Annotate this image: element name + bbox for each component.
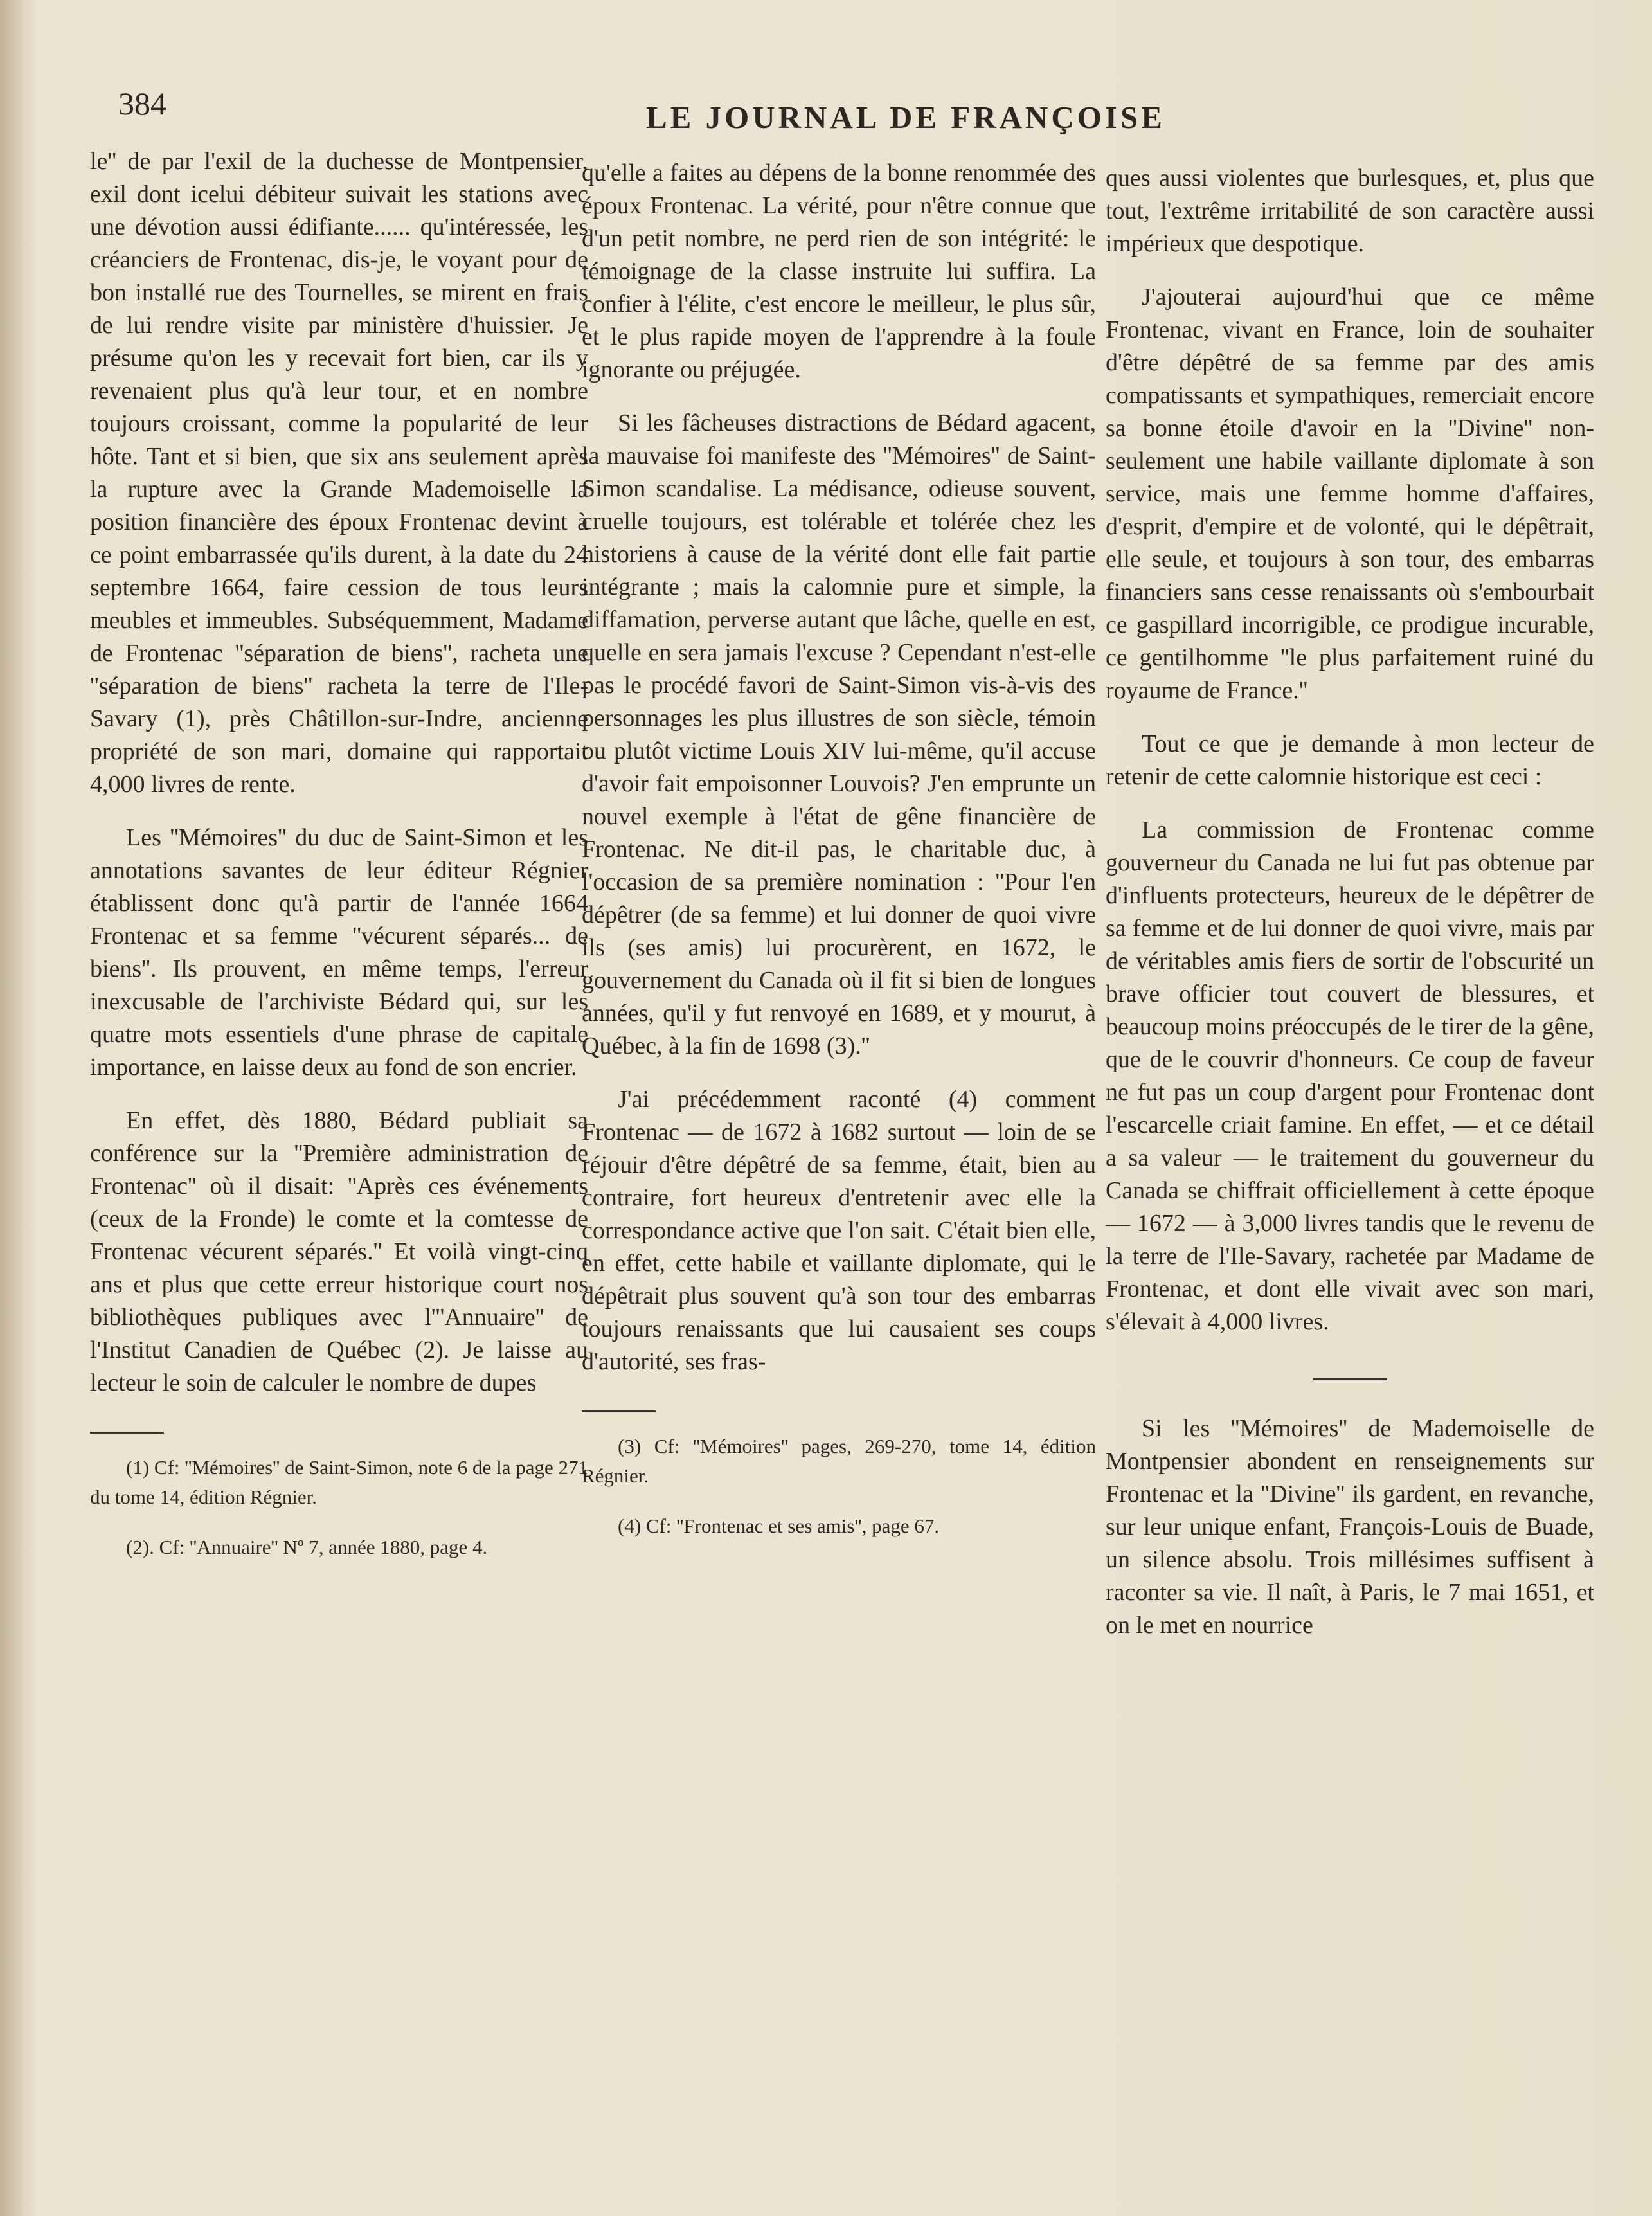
page-header xyxy=(116,76,1620,147)
running-title: LE JOURNAL DE FRANÇOISE xyxy=(646,100,1165,135)
paragraph: qu'elle a faites au dépens de la bonne renommée des époux Frontenac. La vérité, pour n'être connue que d'un petit nombre, ne perd rien de son intégrité: le témoignage de la classe instruite lui suffira. La confier à l'élite, c'est encore le meilleur, le plus sûr, et le plus rapide moyen de l'apprendre à la foule ignorante ou préjugée. xyxy=(582,159,1096,383)
column-middle xyxy=(582,157,1096,1541)
column-left xyxy=(90,145,588,1562)
paragraph: le'' de par l'exil de la duchesse de Montpensier, exil dont icelui débiteur suivait les stations avec une dévotion aussi édifiante...... qu'intéressée, les créanciers de Frontenac, dis-je, le voyant pour de bon installé rue des Tournelles, se mirent en frais de lui rendre visite par ministère d'huissier. Je présume qu'on les y recevait fort bien, car ils y revenaient plus qu'à leur tour, et en nombre toujours croissant, comme la popularité de leur hôte. Tant et si bien, que six ans seulement après la rupture avec la Grande Mademoiselle la position financière des époux Frontenac devint à ce point embarrassée qu'ils durent, à la date du 24 septembre 1664, faire cession de tous leurs meubles et immeubles. Subséquemment, Madame de Frontenac ''séparation de biens'', racheta une ''séparation de biens'' racheta la terre de l'Ile-Savary (1), près Châtillon-sur-Indre, ancienne propriété de son mari, domaine qui rapportait 4,000 livres de rente. xyxy=(90,148,588,798)
column-right xyxy=(1106,162,1594,1642)
paragraph: J'ajouterai aujourd'hui que ce même Frontenac, vivant en France, loin de souhaiter d'être dépêtré de sa femme par des amis compatissants et sympathiques, remerciait encore sa bonne étoile d'avoir en la ''Divine'' non-seulement une habile vaillante diplomate à son service, mais une femme homme d'affaires, d'esprit, d'empire et de volonté, qui le dépêtrait, elle seule, et toujours à son tour, des embarras financiers sans cesse renaissants où s'embourbait ce gaspillard incorrigible, ce prodigue incurable, ce gentilhomme ''le plus parfaitement ruiné du royaume de France.'' xyxy=(1106,284,1594,704)
paragraph: Si les fâcheuses distractions de Bédard agacent, la mauvaise foi manifeste des ''Mémoires'' de Saint-Simon scandalise. La médisance, odieuse souvent, cruelle toujours, est tolérable et tolérée chez les historiens à cause de la vérité dont elle fait partie intégrante ; mais la calomnie pure et simple, la diffamation, perverse autant que lâche, quelle en est, quelle en sera jamais l'excuse ? Cependant n'est-elle pas le procédé favori de Saint-Simon vis-à-vis des personnages les plus illustres de son siècle, témoin ou plutôt victime Louis XIV lui-même, qu'il accuse d'avoir fait empoisonner Louvois? J'en emprunte un nouvel exemple à l'état de gêne financière de Frontenac. Ne dit-il pas, le charitable duc, à l'occasion de sa première nomination : ''Pour l'en dépêtrer (de sa femme) et lui donner de quoi vivre ils (ses amis) lui procurèrent, en 1672, le gouvernement du Canada où il fit si bien de longues années, qu'il y fut renvoyé en 1689, et y mourut, à Québec, à la fin de 1698 (3).'' xyxy=(582,410,1096,1059)
paragraph: J'ai précédemment raconté (4) comment Frontenac — de 1672 à 1682 surtout — loin de se réjouir d'être dépêtré de sa femme, était, bien au contraire, fort heureux d'entretenir avec elle la correspondance active que l'on sait. C'était bien elle, en effet, cette habile et vaillante diplomate, qui le dépêtrait plus souvent qu'à son tour des embarras toujours renaissants que lui causaient ses coups d'autorité, ses fras- xyxy=(582,1086,1096,1375)
footnote: (2). Cf: ''Annuaire'' Nº 7, année 1880, page 4. xyxy=(126,1536,488,1558)
paragraph: Tout ce que je demande à mon lecteur de retenir de cette calomnie historique est ceci : xyxy=(1106,730,1594,790)
footnote: (1) Cf: ''Mémoires'' de Saint-Simon, note 6 de la page 271 du tome 14, édition Régnier. xyxy=(90,1456,588,1508)
footnote-rule xyxy=(90,1432,164,1434)
paragraph: Si les ''Mémoires'' de Mademoiselle de Montpensier abondent en renseignements sur Frontenac et la ''Divine'' ils gardent, en revanche, sur leur unique enfant, François-Louis de Buade, un silence absolu. Trois millésimes suffisent à raconter sa vie. Il naît, à Paris, le 7 mai 1651, et on le met en nourrice xyxy=(1106,1415,1594,1639)
paragraph: En effet, dès 1880, Bédard publiait sa conférence sur la ''Première administration de Frontenac'' où il disait: ''Après ces événements (ceux de la Fronde) le comte et la comtesse de Frontenac vécurent séparés.'' Et voilà vingt-cinq ans et plus que cette erreur historique court nos bibliothèques publiques avec l'''Annuaire'' de l'Institut Canadien de Québec (2). Je laisse au lecteur le soin de calculer le nombre de dupes xyxy=(90,1107,588,1396)
page-number: 384 xyxy=(118,86,166,122)
footnote: (4) Cf: ''Frontenac et ses amis'', page 67. xyxy=(618,1515,940,1537)
binding-shadow xyxy=(0,0,39,2216)
footnote-rule xyxy=(582,1410,656,1412)
paragraph: Les ''Mémoires'' du duc de Saint-Simon et les annotations savantes de leur éditeur Régnier établissent donc qu'à partir de l'année 1664 Frontenac et sa femme ''vécurent séparés... de biens''. Ils prouvent, en même temps, l'erreur inexcusable de l'archiviste Bédard qui, sur les quatre mots essentiels d'une phrase de capitale importance, en laisse deux au fond de son encrier. xyxy=(90,824,588,1081)
paragraph: ques aussi violentes que burlesques, et, plus que tout, l'extrême irritabilité de son caractère aussi impérieux que despotique. xyxy=(1106,165,1594,257)
footnote: (3) Cf: ''Mémoires'' pages, 269-270, tome 14, édition Régnier. xyxy=(582,1435,1096,1487)
section-rule xyxy=(1313,1378,1387,1380)
paragraph: La commission de Frontenac comme gouverneur du Canada ne lui fut pas obtenue par d'influents protecteurs, heureux de le dépêtrer de sa femme et de lui donner de quoi vivre, mais par de véritables amis fiers de sortir de l'obscurité un brave officier tout couvert de blessures, et beaucoup moins préoccupés de le tirer de la gêne, que de le couvrir d'honneurs. Ce coup de faveur ne fut pas un coup d'argent pour Frontenac dont l'escarcelle criait famine. En effet, — et ce détail a sa valeur — le traitement du gouverneur du Canada se chiffrait officiellement à cette époque — 1672 — à 3,000 livres tandis que le revenu de la terre de l'Ile-Savary, rachetée par Madame de Frontenac, et dont elle vivait avec son mari, s'élevait à 4,000 livres. xyxy=(1106,816,1594,1335)
